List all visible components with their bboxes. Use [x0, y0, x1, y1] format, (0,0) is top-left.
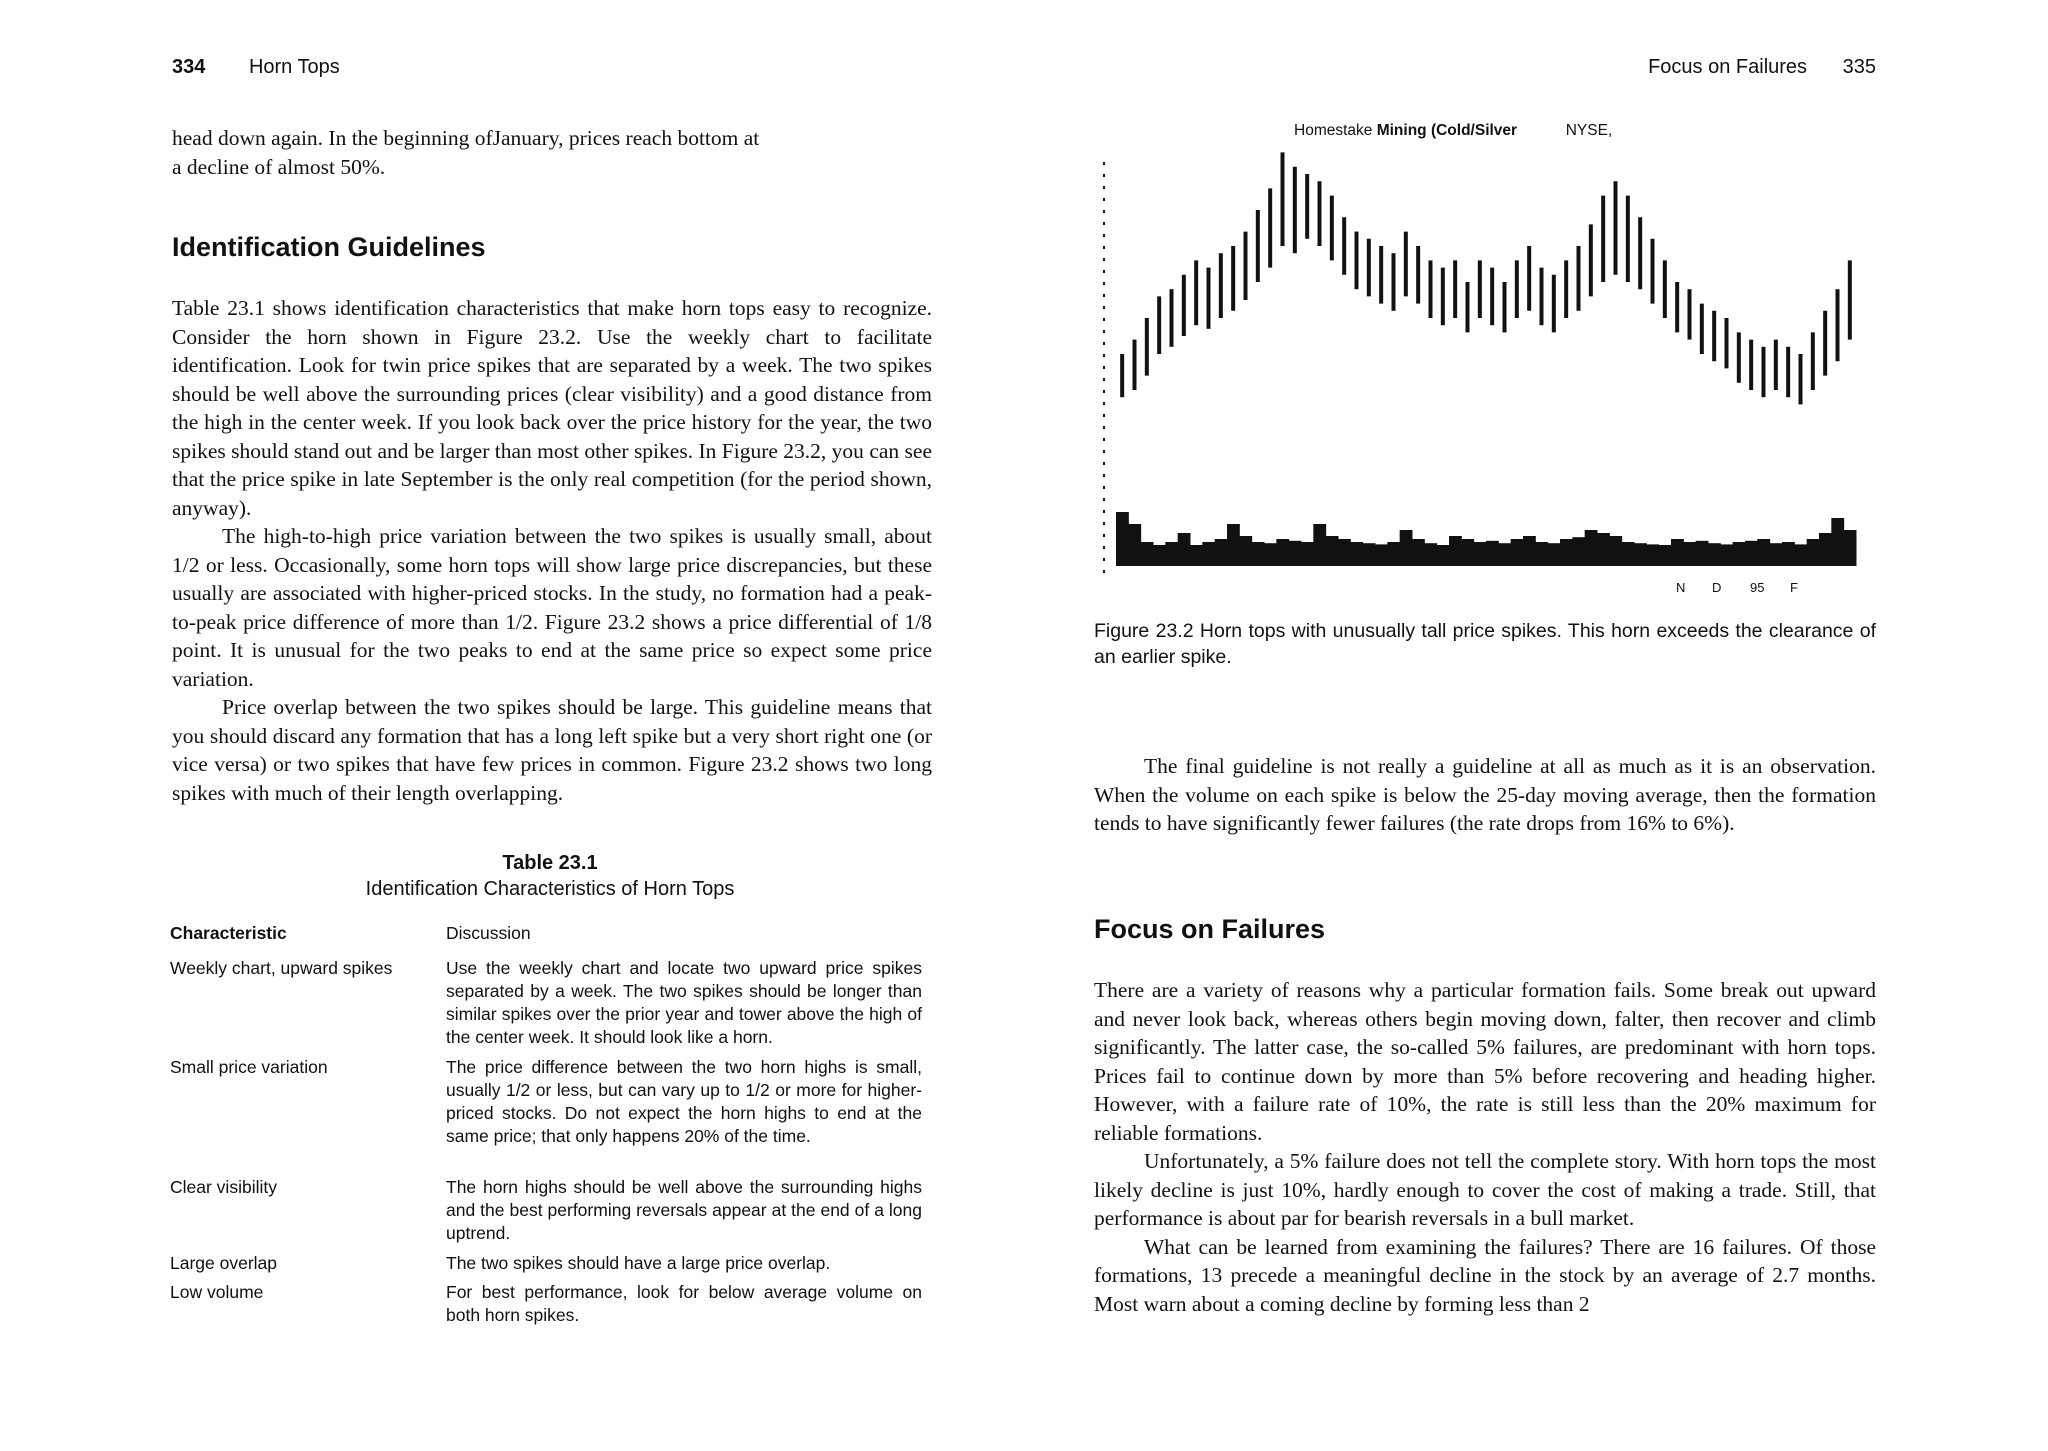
- volume-bar: [1609, 536, 1622, 566]
- volume-bar: [1720, 544, 1733, 566]
- table-cell-characteristic: Clear visibility: [170, 1177, 277, 1197]
- volume-bar: [1498, 543, 1511, 566]
- table-cell-discussion: The price difference between the two horn highs is small, usually 1/2 or less, but can vary up to 1/2 or more for higher-priced stocks. Do not expect the horn highs to end at the same price; that only happens 20% of the time.: [446, 1057, 922, 1146]
- volume-bar: [1486, 541, 1499, 566]
- section-heading-identification: Identification Guidelines: [172, 232, 486, 262]
- volume-bar: [1733, 542, 1746, 566]
- x-tick-label: 95: [1750, 580, 1765, 595]
- volume-bar: [1461, 539, 1474, 566]
- volume-bar: [1646, 544, 1659, 566]
- chart-title-prefix: Homestake: [1294, 122, 1373, 139]
- volume-bar: [1708, 543, 1721, 566]
- figure-caption: Figure 23.2 Horn tops with unusually tall price spikes. This horn exceeds the clearance of an earlier spike.: [1094, 620, 1876, 668]
- volume-bar: [1794, 544, 1807, 566]
- x-axis-tick-labels: [1676, 580, 1798, 595]
- volume-bar: [1165, 542, 1178, 566]
- right-running-title: Focus on Failures: [1648, 56, 1808, 78]
- table-header-characteristic: Characteristic: [170, 923, 287, 943]
- paragraph-3: Price overlap between the two spikes should be large. This guideline means that you should discard any formation that has a long left spike but a very short right one (or vice versa) or two spikes that have few prices in common. Figure 23.2 shows two long spikes with much of their length overlapping.: [172, 695, 932, 805]
- intro-line-1: head down again. In the beginning ofJanuary, prices reach bottom at: [172, 126, 760, 150]
- volume-bar: [1375, 544, 1388, 566]
- table-header-discussion: Discussion: [446, 923, 531, 943]
- failures-text: [1094, 976, 1876, 1318]
- volume-bar: [1745, 541, 1758, 566]
- table-cell-discussion: Use the weekly chart and locate two upward price spikes separated by a week. The two spikes should be longer than similar spikes over the prior year and tower above the high of the center week. It should look like a horn.: [446, 958, 922, 1047]
- x-tick-label: F: [1790, 580, 1798, 595]
- left-running-head: [172, 56, 340, 79]
- volume-bar: [1622, 542, 1635, 566]
- volume-bar: [1831, 518, 1844, 566]
- volume-bar: [1264, 543, 1277, 566]
- table-cell-discussion: The two spikes should have a large price overlap.: [446, 1253, 831, 1273]
- right-page-number: 335: [1842, 56, 1876, 78]
- volume-bar: [1227, 524, 1240, 566]
- left-running-title: Horn Tops: [248, 56, 340, 78]
- volume-bar: [1437, 545, 1450, 566]
- x-tick-label: D: [1712, 580, 1722, 595]
- volume-bar: [1634, 543, 1647, 566]
- chart-title-company: Mining (Cold/Silver: [1376, 122, 1518, 139]
- section-heading-failures: Focus on Failures: [1094, 914, 1326, 944]
- volume-bar: [1844, 530, 1857, 566]
- volume-bar: [1412, 539, 1425, 566]
- chart-title-exchange: NYSE,: [1565, 122, 1613, 139]
- table-cell-discussion: The horn highs should be well above the surrounding highs and the best performing reversals appear at the end of a long uptrend.: [446, 1177, 922, 1243]
- paragraph-failures-3: What can be learned from examining the failures? There are 16 failures. Of those formations, 13 precede a meaningful decline in the stock by an average of 2.7 months. Most warn about a coming decline by forming less than 2: [1094, 1234, 1876, 1316]
- table-cell-characteristic: Low volume: [170, 1282, 264, 1302]
- volume-bar: [1326, 536, 1339, 566]
- table-cell-characteristic: Small price variation: [170, 1057, 328, 1077]
- volume-bar: [1128, 524, 1141, 566]
- volume-bar: [1387, 542, 1400, 566]
- volume-bar: [1400, 530, 1413, 566]
- identification-text: [172, 294, 932, 807]
- volume-bar: [1757, 539, 1770, 566]
- paragraph-2: The high-to-high price variation between the two spikes is usually small, about 1/2 or less. Occasionally, some horn tops will show large price discrepancies, but these usually are associated with higher-priced stocks. In the study, no formation had a peak-to-peak price difference of more than 1/2. Figure 23.2 shows a price differential of 1/8 point. It is unusual for the two peaks to end at the same price so expect some price variation.: [172, 524, 932, 691]
- volume-bar: [1116, 512, 1129, 566]
- table-cell-characteristic: Weekly chart, upward spikes: [170, 958, 393, 978]
- volume-bar: [1363, 543, 1376, 566]
- table-number: Table 23.1: [502, 852, 598, 874]
- volume-bar: [1215, 539, 1228, 566]
- volume-bar: [1548, 543, 1561, 566]
- left-page-number: 334: [172, 56, 206, 78]
- volume-bar: [1585, 530, 1598, 566]
- intro-text: [172, 124, 932, 181]
- volume-bar: [1572, 537, 1585, 566]
- volume-bar: [1202, 542, 1215, 566]
- volume-bar: [1301, 542, 1314, 566]
- volume-bar: [1178, 533, 1191, 566]
- volume-bar: [1474, 542, 1487, 566]
- volume-bar: [1683, 542, 1696, 566]
- volume-bar: [1597, 533, 1610, 566]
- volume-bar: [1449, 536, 1462, 566]
- intro-line-2: a decline of almost 50%.: [172, 154, 386, 179]
- table-cell-characteristic: Large overlap: [170, 1253, 278, 1273]
- paragraph-failures-2: Unfortunately, a 5% failure does not tell the complete story. With horn tops the most likely decline is just 10%, hardly enough to cover the cost of making a trade. Still, that performance is about par for bearish reversals in a bull market.: [1094, 1149, 1876, 1230]
- volume-bar: [1153, 545, 1166, 566]
- volume-bar: [1560, 539, 1573, 566]
- price-volume-chart: [1096, 118, 1886, 598]
- volume-bar: [1313, 524, 1326, 566]
- volume-bar: [1350, 542, 1363, 566]
- final-guideline-text: [1094, 752, 1876, 838]
- volume-bar: [1141, 542, 1154, 566]
- volume-bar: [1252, 542, 1265, 566]
- paragraph-1: Table 23.1 shows identification characteristics that make horn tops easy to recognize. Consider the horn shown in Figure 23.2. Use the weekly chart to facilitate identification. Look for twin price spikes that are separated by a week. The two spikes should be well above the surrounding prices (clear visibility) and a good distance from the high in the center week. If you look back over the price history for the year, the two spikes should stand out and be larger than most other spikes. In Figure 23.2, you can see that the price spike in late September is the only real competition (for the period shown, anyway).: [172, 296, 932, 520]
- volume-bar: [1190, 545, 1203, 566]
- right-page: [1024, 0, 2048, 1451]
- volume-bar: [1671, 539, 1684, 566]
- volume-bar: [1511, 539, 1524, 566]
- volume-bar: [1770, 543, 1783, 566]
- volume-bar: [1276, 539, 1289, 566]
- paragraph-final-guideline: The final guideline is not really a guideline at all as much as it is an observation. When the volume on each spike is below the 25-day moving average, then the formation tends to have significantly fewer failures (the rate drops from 16% to 6%).: [1094, 754, 1876, 835]
- volume-bar: [1523, 536, 1536, 566]
- volume-bar: [1696, 541, 1709, 566]
- volume-bar: [1424, 543, 1437, 566]
- right-running-head: [1648, 56, 1876, 79]
- volume-bars: [1116, 512, 1857, 566]
- volume-bar: [1535, 542, 1548, 566]
- table-title: Identification Characteristics of Horn Tops: [365, 878, 735, 900]
- table-cell-discussion: For best performance, look for below average volume on both horn spikes.: [446, 1282, 922, 1325]
- price-bars: [1104, 152, 1850, 576]
- volume-bar: [1807, 539, 1820, 566]
- x-tick-label: N: [1676, 580, 1686, 595]
- volume-bar: [1289, 541, 1302, 566]
- volume-bar: [1338, 539, 1351, 566]
- paragraph-failures-1: There are a variety of reasons why a particular formation fails. Some break out upward and never look back, whereas others begin moving down, falter, then recover and climb significantly. The latter case, the so-called 5% failures, are predominant with horn tops. Prices fail to continue down by more than 5% before recovering and heading higher. However, with a failure rate of 10%, the rate is still less than the 20% maximum for reliable formations.: [1094, 978, 1876, 1145]
- volume-bar: [1782, 542, 1795, 566]
- volume-bar: [1239, 536, 1252, 566]
- volume-bar: [1659, 545, 1672, 566]
- volume-bar: [1819, 533, 1832, 566]
